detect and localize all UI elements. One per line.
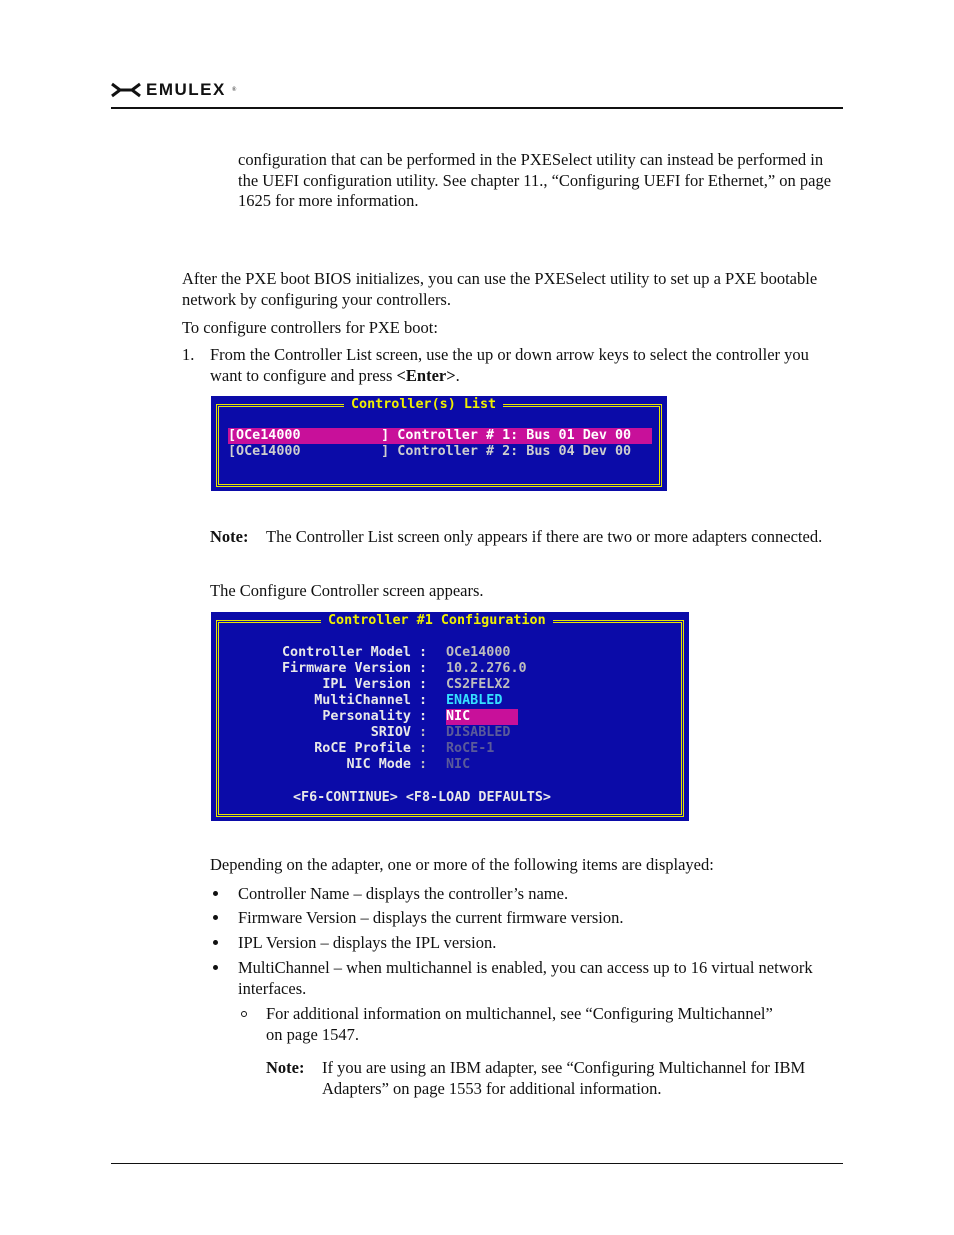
step-1-end: . [455,365,460,385]
controller-row-2[interactable]: [OCe14000 ] Controller # 2: Bus 04 Dev 00 [228,444,632,459]
label-personality: Personality [322,709,411,724]
step-1-text-a: From the Controller List screen, use the up or down arrow keys to select the controller you want to configure and press [210,345,809,385]
label-controller-model: Controller Model [282,645,411,660]
value-sriov[interactable]: DISABLED [446,725,511,740]
bullet-dot [213,915,218,920]
sub-bullet-circle [241,1011,247,1017]
bullet-multichannel: MultiChannel – when multichannel is enabled, you can access up to 16 virtual network interfaces. [238,958,813,998]
value-controller-model: OCe14000 [446,645,511,660]
header-rule [111,107,843,109]
colon-5: : [419,709,428,724]
sub-bullet-multichannel: For additional information on multichannel, see “Configuring Multichannel” on page 1547. [266,1004,773,1044]
value-multichannel[interactable]: ENABLED [446,693,503,708]
intro-paragraph: configuration that can be performed in the PXESelect utility can instead be performed in the UEFI configuration utility. See chapter 11., “Configuring UEFI for Ethernet,” on page 1625 for more information. [238,150,832,210]
footer-rule [111,1163,843,1164]
logo-text: EMULEX [146,80,226,99]
controller-config-title: Controller #1 Configuration [321,613,553,629]
colon-8: : [419,757,428,772]
controller-list-screen [211,396,667,491]
paragraph-pxe-intro: After the PXE boot BIOS initializes, you can use the PXESelect utility to set up a PXE bootable network by configuring your controllers. [182,269,818,309]
note-2-text: If you are using an IBM adapter, see “Configuring Multichannel for IBM Adapters” on page 1553 for additional information. [322,1058,806,1098]
colon-4: : [419,693,428,708]
note-text: The Controller List screen only appears if there are two or more adapters connected. [266,527,823,546]
enter-key: <Enter> [396,365,456,385]
emulex-mark-icon [111,82,141,98]
value-roce-profile[interactable]: RoCE-1 [446,741,495,756]
value-firmware-version: 10.2.276.0 [446,661,527,676]
controller-list-title: Controller(s) List [344,397,503,413]
step-1-text [210,345,830,386]
paragraph-configure: To configure controllers for PXE boot: [182,318,438,337]
note-label: Note: [210,527,249,546]
config-footer-keys[interactable]: <F6-CONTINUE> <F8-LOAD DEFAULTS> [293,790,551,805]
controller-config-screen [211,612,689,821]
value-nic-mode[interactable]: NIC [446,757,471,772]
value-personality[interactable]: NIC [446,709,518,725]
bullet-dot [213,891,218,896]
bullet-dot [213,940,218,945]
bullet-dot [213,965,218,970]
colon-2: : [419,661,428,676]
logo-trademark: ® [231,87,237,93]
step-number: 1. [182,345,195,364]
label-multichannel: MultiChannel [314,693,411,708]
label-sriov: SRIOV [370,725,411,740]
configure-appears: The Configure Controller screen appears. [210,581,484,600]
controller-row-1[interactable]: [OCe14000 ] Controller # 1: Bus 01 Dev 00 [228,428,652,444]
label-ipl-version: IPL Version [322,677,411,692]
label-roce-profile: RoCE Profile [314,741,411,756]
bullet-controller-name: Controller Name – displays the controller’s name. [238,884,569,903]
value-ipl-version: CS2FELX2 [446,677,511,692]
bullet-ipl-version: IPL Version – displays the IPL version. [238,933,497,952]
label-firmware-version: Firmware Version [282,661,411,676]
colon-7: : [419,741,428,756]
label-nic-mode: NIC Mode [346,757,411,772]
emulex-logo [111,80,236,100]
colon-3: : [419,677,428,692]
bullet-firmware-version: Firmware Version – displays the current firmware version. [238,908,624,927]
depending-text: Depending on the adapter, one or more of the following items are displayed: [210,855,714,874]
note-2-label: Note: [266,1058,305,1077]
colon-1: : [419,645,428,660]
colon-6: : [419,725,428,740]
